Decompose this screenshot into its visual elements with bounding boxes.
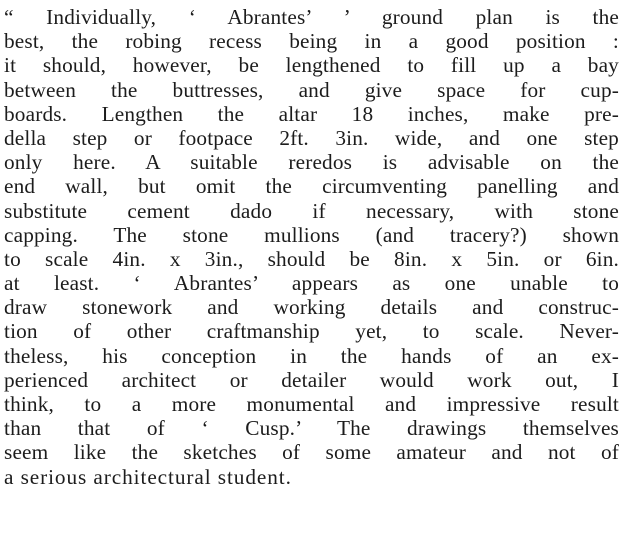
- text-line: theless, his conception in the hands of an ex-: [4, 343, 619, 368]
- text-line: seem like the sketches of some amateur and not of: [4, 440, 619, 465]
- text-line: to scale 4in. x 3in., should be 8in. x 5in. or 6in.: [4, 246, 619, 271]
- text-line: end wall, but omit the circumventing panelling and: [4, 174, 619, 199]
- text-line: best, the robing recess being in a good position :: [4, 29, 619, 54]
- text-line: perienced architect or detailer would work out, I: [4, 367, 619, 392]
- text-line: della step or footpace 2ft. 3in. wide, and one step: [4, 125, 619, 150]
- text-line: only here. A suitable reredos is advisable on the: [4, 150, 619, 175]
- text-line: “ Individually, ‘ Abrantes’ ’ ground plan is the: [4, 5, 619, 29]
- body-paragraph: [4, 5, 619, 489]
- text-line: it should, however, be lengthened to fill up a bay: [4, 53, 619, 78]
- text-line: boards. Lengthen the altar 18 inches, make pre-: [4, 101, 619, 126]
- text-line: than that of ‘ Cusp.’ The drawings themselves: [4, 416, 619, 441]
- text-line: at least. ‘ Abrantes’ appears as one unable to: [4, 271, 619, 296]
- text-line: between the buttresses, and give space for cup-: [4, 77, 619, 102]
- text-line: a serious architectural student.: [4, 464, 292, 489]
- text-line: draw stonework and working details and construc-: [4, 295, 619, 320]
- text-line: think, to a more monumental and impressive result: [4, 392, 619, 416]
- text-line: substitute cement dado if necessary, with stone: [4, 198, 619, 223]
- text-line: capping. The stone mullions (and tracery?) shown: [4, 222, 619, 247]
- document-page: [4, 5, 619, 489]
- text-line: tion of other craftmanship yet, to scale. Never-: [4, 319, 619, 344]
